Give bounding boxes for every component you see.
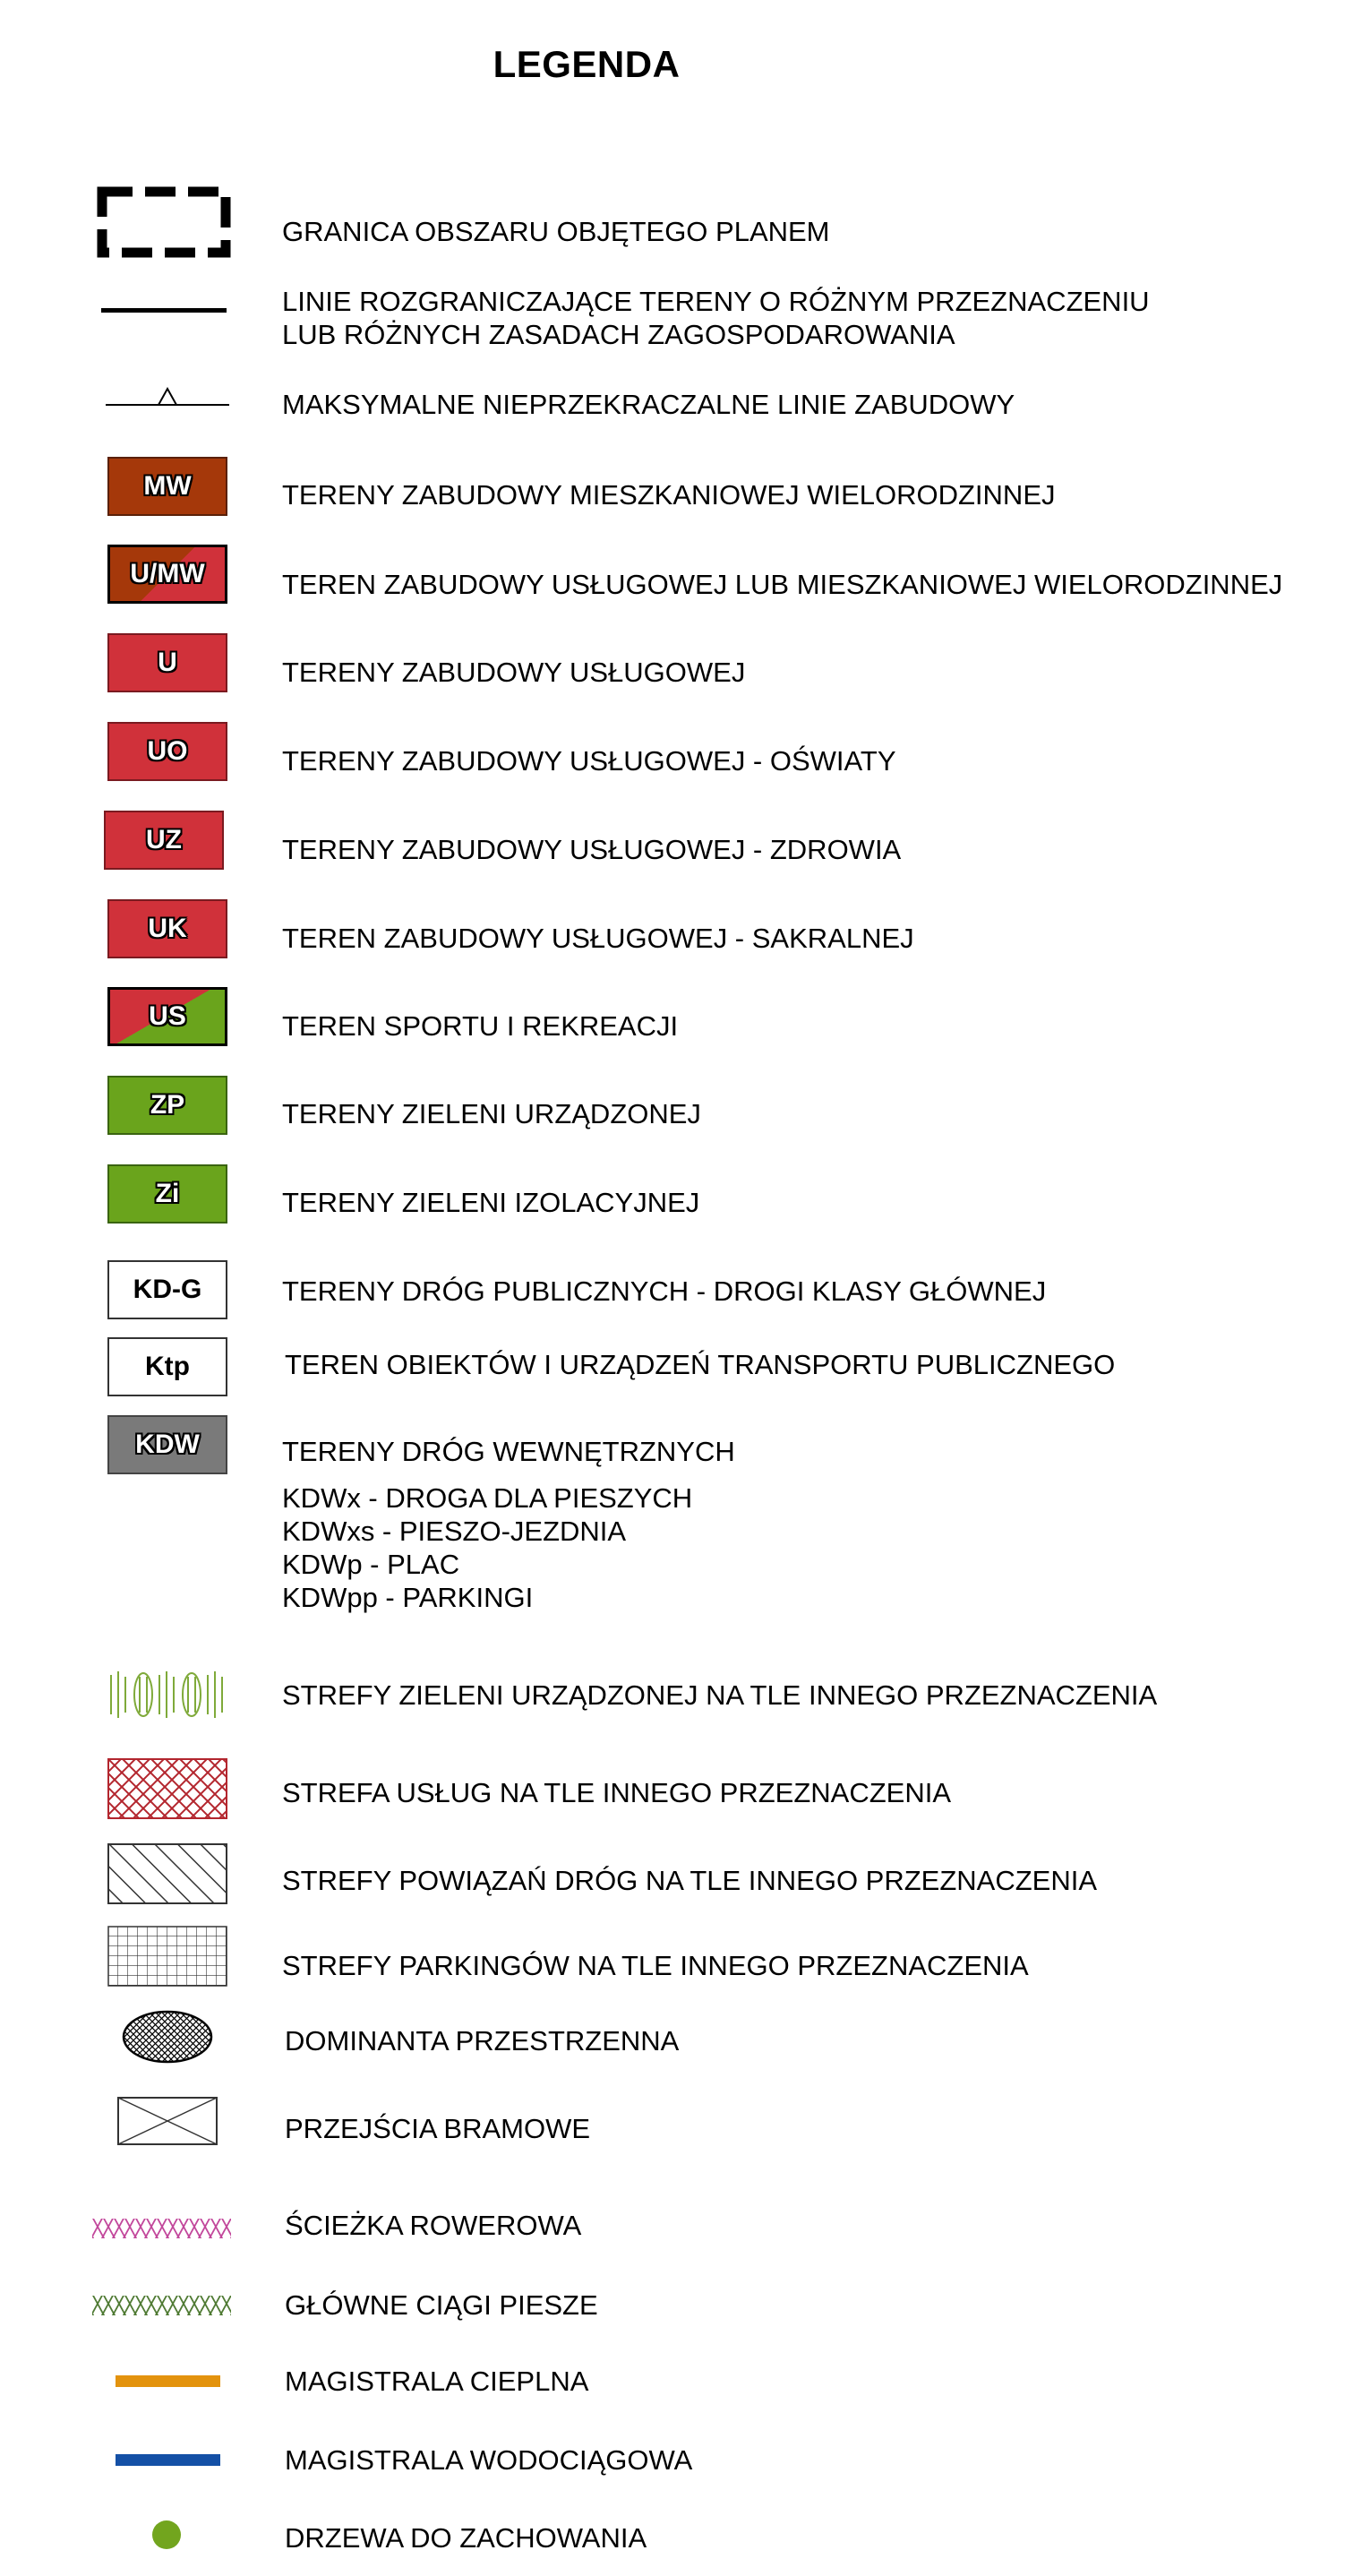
legend-label-parking-zone: STREFY PARKINGÓW NA TLE INNEGO PRZEZNACZENIA [282, 1950, 1029, 1981]
uk-swatch: UK [107, 899, 227, 958]
kdw-sub-item: KDWpp - PARKINGI [282, 1582, 534, 1613]
legend-label-tree: DRZEWA DO ZACHOWANIA [285, 2522, 647, 2554]
solid-line-icon [101, 306, 227, 315]
tree-icon [150, 2517, 186, 2553]
legend-label-lines-2: LUB RÓŻNYCH ZASADACH ZAGOSPODAROWANIA [282, 319, 955, 350]
legend-label-uo: TERENY ZABUDOWY USŁUGOWEJ - OŚWIATY [282, 745, 896, 777]
legend-label-gate: PRZEJŚCIA BRAMOWE [285, 2113, 591, 2144]
zi-swatch: Zi [107, 1164, 227, 1224]
diagonal-hatch-icon [107, 1843, 227, 1904]
legend-label-dominant: DOMINANTA PRZESTRZENNA [285, 2025, 680, 2057]
legend-label-boundary: GRANICA OBSZARU OBJĘTEGO PLANEM [282, 216, 830, 247]
legend-label-service-zone: STREFA USŁUG NA TLE INNEGO PRZEZNACZENIA [282, 1777, 952, 1808]
legend-label-mw: TERENY ZABUDOWY MIESZKANIOWEJ WIELORODZINNEJ [282, 479, 1056, 511]
dashed-boundary-icon [97, 186, 231, 258]
legend-label-uz: TERENY ZABUDOWY USŁUGOWEJ - ZDROWIA [282, 834, 902, 865]
legend-label-kdg: TERENY DRÓG PUBLICZNYCH - DROGI KLASY GŁÓWNEJ [282, 1275, 1047, 1307]
kdw-sub-item: KDWx - DROGA DLA PIESZYCH [282, 1482, 693, 1514]
umw-swatch: U/MW [107, 545, 227, 604]
crosshatch-pattern-icon [107, 1758, 227, 1819]
gate-passage-icon [116, 2096, 218, 2146]
ktp-swatch: Ktp [107, 1337, 227, 1396]
mw-swatch: MW [107, 457, 227, 516]
legend-label-building-line: MAKSYMALNE NIEPRZEKRACZALNE LINIE ZABUDOWY [282, 389, 1015, 420]
legend-label-kdw: TERENY DRÓG WEWNĘTRZNYCH [282, 1436, 735, 1467]
building-line-icon [106, 383, 231, 410]
green-zone-pattern-icon [107, 1668, 227, 1722]
u-swatch: U [107, 633, 227, 692]
legend-title: LEGENDA [493, 43, 681, 85]
grid-pattern-icon [107, 1926, 227, 1987]
hatched-ellipse-icon [121, 2009, 214, 2065]
kdg-swatch: KD-G [107, 1260, 227, 1319]
uz-swatch: UZ [104, 811, 224, 870]
kdw-swatch: KDW [107, 1415, 227, 1474]
legend-label-walk: GŁÓWNE CIĄGI PIESZE [285, 2289, 598, 2321]
legend-label-lines-1: LINIE ROZGRANICZAJĄCE TERENY O RÓŻNYM PRZEZNACZENIU [282, 286, 1150, 317]
legend-label-zi: TERENY ZIELENI IZOLACYJNEJ [282, 1187, 700, 1218]
legend-label-ktp: TEREN OBIEKTÓW I URZĄDZEŃ TRANSPORTU PUBLICZNEGO [285, 1349, 1116, 1380]
pedestrian-route-icon [92, 2294, 231, 2317]
legend-label-road-zone: STREFY POWIĄZAŃ DRÓG NA TLE INNEGO PRZEZNACZENIA [282, 1865, 1098, 1896]
legend-label-u: TERENY ZABUDOWY USŁUGOWEJ [282, 657, 746, 688]
uo-swatch: UO [107, 722, 227, 781]
kdw-sub-item: KDWxs - PIESZO-JEZDNIA [282, 1516, 627, 1547]
water-main-icon [116, 2454, 220, 2466]
legend-label-uk: TEREN ZABUDOWY USŁUGOWEJ - SAKRALNEJ [282, 923, 914, 954]
legend-label-water: MAGISTRALA WODOCIĄGOWA [285, 2444, 693, 2476]
heat-main-icon [116, 2375, 220, 2387]
bike-path-icon [92, 2217, 231, 2240]
kdw-sub-item: KDWp - PLAC [282, 1549, 460, 1580]
zp-swatch: ZP [107, 1076, 227, 1135]
legend-label-green-zone: STREFY ZIELENI URZĄDZONEJ NA TLE INNEGO PRZEZNACZENIA [282, 1679, 1158, 1711]
legend-label-us: TEREN SPORTU I REKREACJI [282, 1010, 679, 1042]
legend-label-heat: MAGISTRALA CIEPLNA [285, 2366, 589, 2397]
legend-label-bike: ŚCIEŻKA ROWEROWA [285, 2210, 582, 2241]
us-swatch: US [107, 987, 227, 1046]
legend-label-umw: TEREN ZABUDOWY USŁUGOWEJ LUB MIESZKANIOWEJ WIELORODZINNEJ [282, 569, 1283, 600]
legend-label-zp: TERENY ZIELENI URZĄDZONEJ [282, 1098, 701, 1129]
